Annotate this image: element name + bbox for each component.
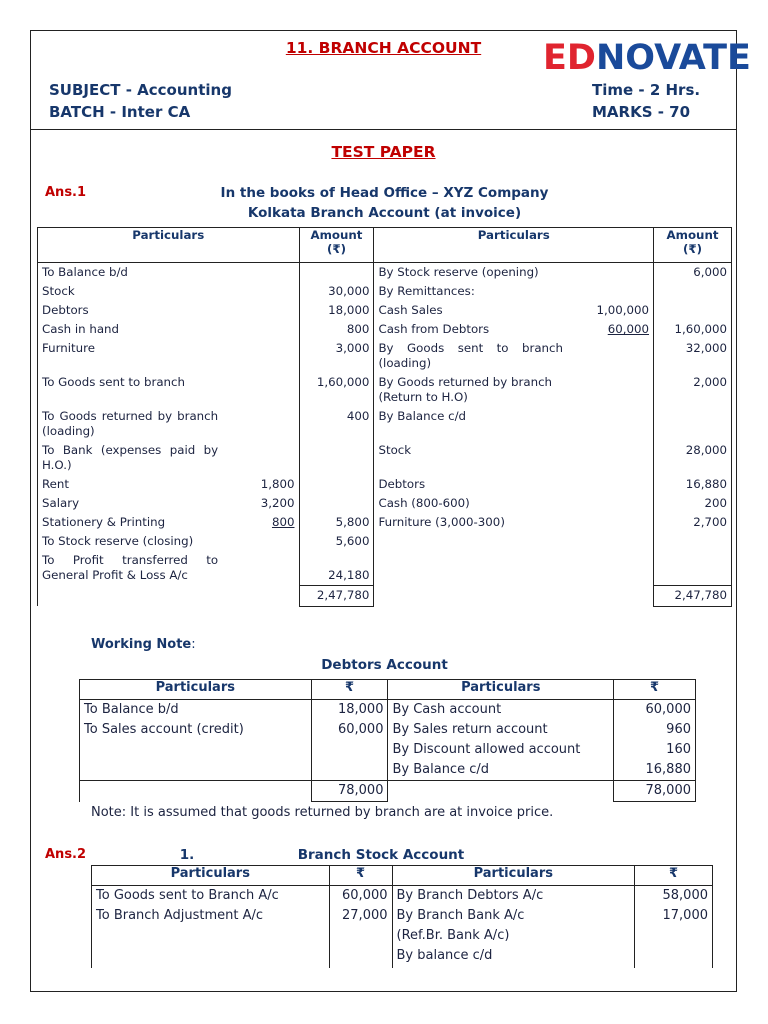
branch-stock-account-table: Particulars ₹ Particulars ₹ To Goods sent to Branch A/c 60,000 By Branch Debtors A/c 58,000 To Branch Adjustment A/c 27,000 By Branch Bank A/c 17,000 (Ref.Br. Bank A/c) By balance c/d <box>91 865 713 968</box>
header-divider <box>31 129 736 130</box>
subject-label: SUBJECT - Accounting <box>49 81 232 99</box>
totals-row: 78,000 78,000 <box>80 781 696 802</box>
table-row: Stationery & Printing 800 5,800 Furniture (3,000-300) 2,700 <box>38 513 732 532</box>
table-row: To Goods sent to branch 1,60,000 By Goods returned by branch (Return to H.O) 2,000 <box>38 373 732 407</box>
table-row: To Balance b/d 18,000 By Cash account 60,000 <box>80 700 696 721</box>
debtors-account-table: Particulars ₹ Particulars ₹ To Balance b/d 18,000 By Cash account 60,000 To Sales account (credit) 60,000 By Sales return account 960 By Discount allowed account 160 By Balance c/d 16,880 78,000 78,000 <box>79 679 696 802</box>
assumption-note: Note: It is assumed that goods returned by branch are at invoice price. <box>91 805 554 820</box>
table-row: Rent 1,800 Debtors 16,880 <box>38 475 732 494</box>
ednovate-logo: EDNOVATE <box>543 38 751 78</box>
kolkata-branch-account-table <box>37 227 732 607</box>
table-row: Salary 3,200 Cash (800-600) 200 <box>38 494 732 513</box>
table-row: To Bank (expenses paid by H.O.) Stock 28,000 <box>38 441 732 475</box>
table-row: To Sales account (credit) 60,000 By Sales return account 960 <box>80 720 696 740</box>
ans2-number: 1. <box>179 847 195 863</box>
table-row: To Profit transferred to General Profit & Loss A/c 24,180 <box>38 551 732 585</box>
table-row: To Branch Adjustment A/c 27,000 By Branch Bank A/c 17,000 <box>92 906 713 926</box>
table-row: Furniture 3,000 By Goods sent to branch (loading) 32,000 <box>38 339 732 373</box>
batch-label: BATCH - Inter CA <box>49 103 191 121</box>
test-paper-page <box>30 30 751 992</box>
table-row: To Balance b/d By Stock reserve (opening) 6,000 <box>38 263 732 283</box>
col-amount-dr: Amount (₹) <box>299 228 374 263</box>
table-row: To Goods returned by branch (loading) 400 By Balance c/d <box>38 407 732 441</box>
time-marks-block <box>592 79 700 123</box>
time-label: Time - 2 Hrs. <box>592 81 701 99</box>
branch-stock-account-title: Branch Stock Account <box>297 847 465 863</box>
col-amount-cr: Amount (₹) <box>654 228 732 263</box>
col-particulars-cr: Particulars <box>374 228 654 263</box>
table-row: To Goods sent to Branch A/c 60,000 By Branch Debtors A/c 58,000 <box>92 886 713 907</box>
table-row: By Balance c/d 16,880 <box>80 760 696 781</box>
document-title: 11. BRANCH ACCOUNT <box>285 39 482 57</box>
col-particulars-dr: Particulars <box>38 228 300 263</box>
ans1-heading-account: Kolkata Branch Account (at invoice) <box>247 205 522 221</box>
table-row: Debtors 18,000 Cash Sales 1,00,000 <box>38 301 732 320</box>
table-row: Stock 30,000 By Remittances: <box>38 282 732 301</box>
test-paper-title: TEST PAPER <box>331 143 436 161</box>
total-debit: 2,47,780 <box>299 585 374 606</box>
ans2-label: Ans.2 <box>45 847 87 862</box>
table-row: By balance c/d <box>92 946 713 968</box>
totals-row <box>38 585 732 606</box>
table-row: (Ref.Br. Bank A/c) <box>92 926 713 946</box>
subject-batch-block <box>49 79 232 123</box>
ans1-heading-books: In the books of Head Office – XYZ Company <box>220 185 549 201</box>
table-row: By Discount allowed account 160 <box>80 740 696 760</box>
debtors-account-title: Debtors Account <box>321 657 448 673</box>
marks-label: MARKS - 70 <box>592 103 691 121</box>
table-row: Cash in hand 800 Cash from Debtors 60,000 1,60,000 <box>38 320 732 339</box>
total-credit: 2,47,780 <box>654 585 732 606</box>
working-note-label: Working Note: <box>91 637 196 652</box>
ans1-label: Ans.1 <box>45 185 87 200</box>
table-row: To Stock reserve (closing) 5,600 <box>38 532 732 551</box>
